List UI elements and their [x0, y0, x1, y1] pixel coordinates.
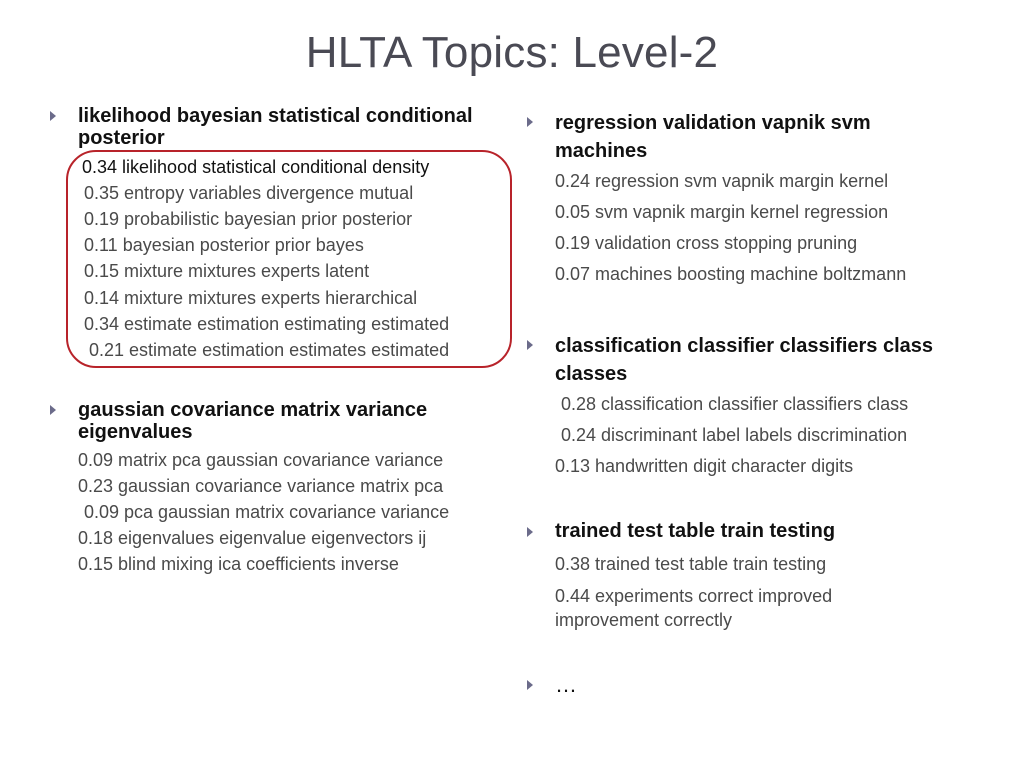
bullet-icon: [527, 680, 533, 690]
bullet-icon: [50, 111, 56, 121]
topic-item: 0.05 svm vapnik margin kernel regression: [555, 202, 889, 222]
topic-item: 0.34 likelihood statistical conditional density: [82, 157, 430, 177]
topic-item: 0.13 handwritten digit character digits: [555, 456, 854, 476]
topic-heading: trained test table train testing: [555, 520, 836, 542]
topic-item: 0.35 entropy variables divergence mutual: [84, 183, 414, 203]
bullet-icon: [527, 340, 533, 350]
topic-item: 0.23 gaussian covariance variance matrix pca: [78, 476, 444, 496]
topic-item: 0.09 pca gaussian matrix covariance variance: [84, 502, 450, 522]
topic-item: 0.19 validation cross stopping pruning: [555, 233, 858, 253]
topic-heading: gaussian covariance matrix variance eigenvalues: [78, 399, 428, 443]
topic-item: 0.38 trained test table train testing: [555, 554, 827, 574]
bullet-icon: [527, 527, 533, 537]
topic-heading: classification classifier classifiers class classes: [555, 335, 934, 385]
topic-item: 0.11 bayesian posterior prior bayes: [84, 235, 364, 255]
topic-item: 0.09 matrix pca gaussian covariance variance: [78, 450, 444, 470]
topic-item: 0.24 discriminant label labels discrimination: [561, 425, 908, 445]
topic-item: 0.15 mixture mixtures experts latent: [84, 261, 370, 281]
topic-item: 0.07 machines boosting machine boltzmann: [555, 264, 907, 284]
topic-heading: likelihood bayesian statistical conditional posterior: [78, 105, 473, 149]
topic-item: 0.19 probabilistic bayesian prior posterior: [84, 209, 413, 229]
topic-item: 0.18 eigenvalues eigenvalue eigenvectors ij: [78, 528, 427, 548]
topic-item: 0.24 regression svm vapnik margin kernel: [555, 171, 889, 191]
slide-title: HLTA Topics: Level-2: [305, 28, 719, 77]
topic-item: 0.28 classification classifier classifiers class: [561, 394, 909, 414]
topic-item: 0.15 blind mixing ica coefficients inverse: [78, 554, 399, 574]
topic-item: 0.44 experiments correct improved improvement correctly: [555, 586, 833, 630]
topic-item: 0.34 estimate estimation estimating estimated: [84, 314, 450, 334]
topic-item: 0.21 estimate estimation estimates estimated: [89, 340, 450, 360]
bullet-icon: [527, 117, 533, 127]
topic-heading: regression validation vapnik svm machines: [555, 112, 871, 162]
bullet-icon: [50, 405, 56, 415]
topic-item: 0.14 mixture mixtures experts hierarchical: [84, 288, 418, 308]
topic-heading: …: [555, 672, 577, 697]
